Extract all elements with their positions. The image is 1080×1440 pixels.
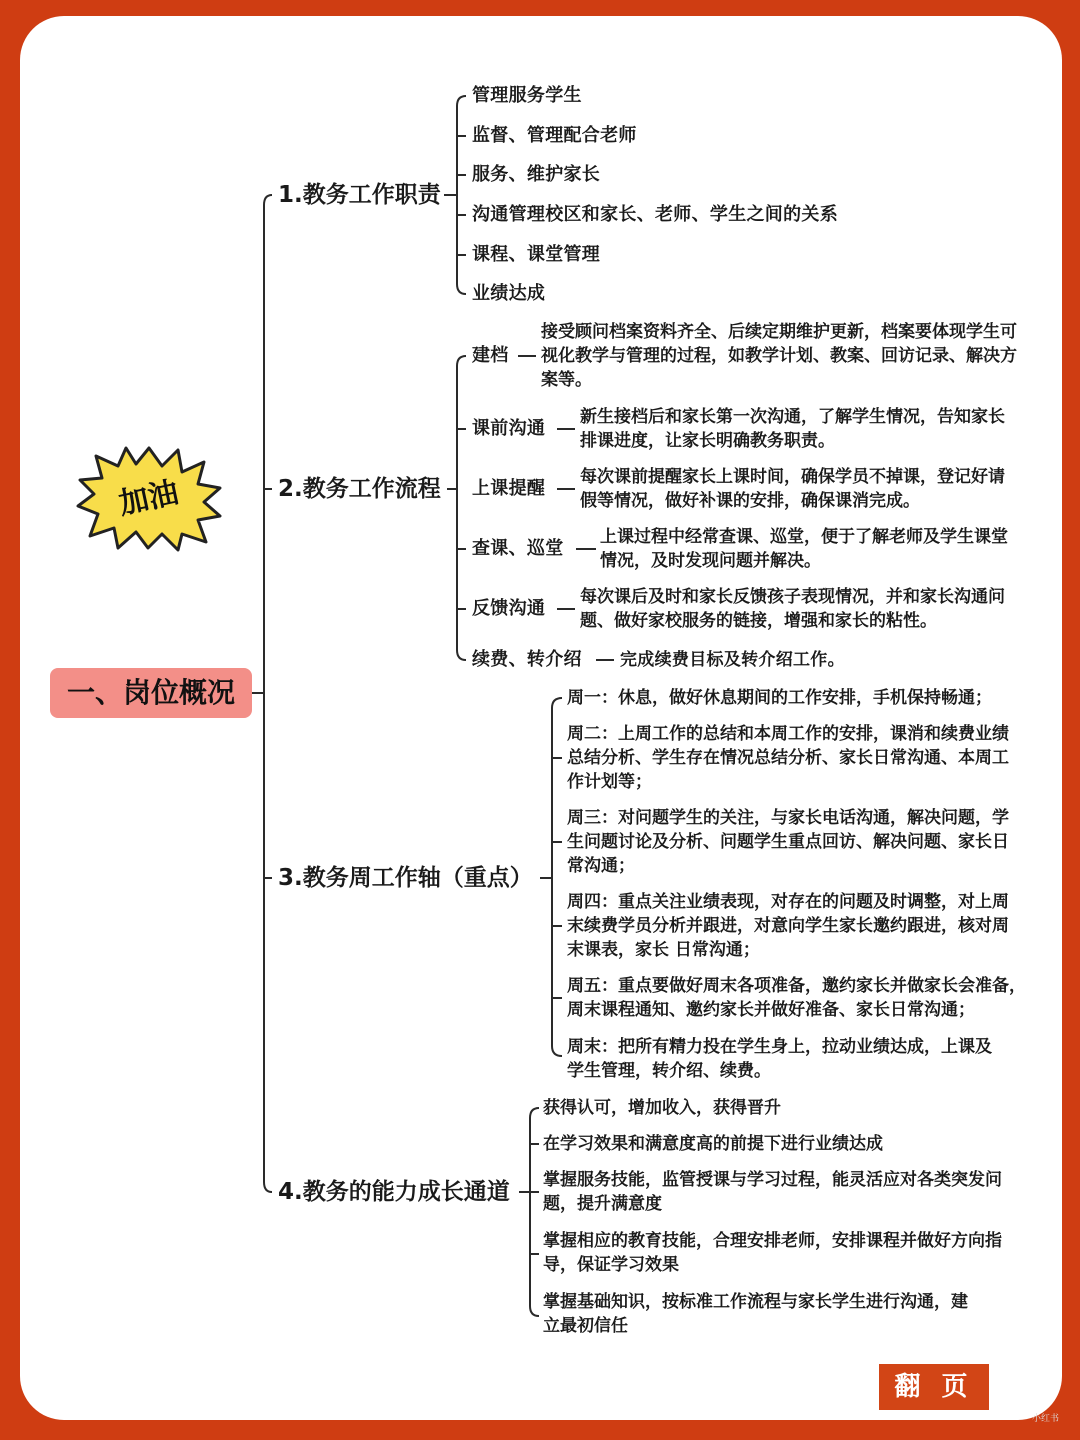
flow-step-desc: 新生接档后和家长第一次沟通，了解学生情况，告知家长排课进度，让家长明确教务职责。 xyxy=(580,407,1005,451)
flow-step-label: 查课、巡堂 xyxy=(472,538,564,559)
weekday-item: 周五：重点要做好周末各项准备，邀约家长并做家长会准备，周末课程通知、邀约家长并做好准备、家长日常沟通； xyxy=(567,976,1026,1020)
weekday-item: 周末：把所有精力投在学生身上，拉动业绩达成，上课及学生管理，转介绍、续费。 xyxy=(567,1037,992,1081)
list-item: 课程、课堂管理 xyxy=(472,244,601,265)
flow-step-label: 上课提醒 xyxy=(472,478,546,499)
growth-item: 掌握相应的教育技能，合理安排老师，安排课程并做好方向指导，保证学习效果 xyxy=(543,1231,1002,1275)
branch-4-title: 4.教务的能力成长通道 xyxy=(278,1179,510,1205)
list-item: 业绩达成 xyxy=(472,283,546,304)
encouragement-badge-icon xyxy=(74,444,224,552)
watermark: 小红书 xyxy=(1032,1414,1060,1424)
list-item: 监督、管理配合老师 xyxy=(472,125,637,146)
flow-step-desc: 上课过程中经常查课、巡堂，便于了解老师及学生课堂情况，及时发现问题并解决。 xyxy=(600,527,1008,571)
list-item: 沟通管理校区和家长、老师、学生之间的关系 xyxy=(472,204,838,225)
flow-step-desc: 接受顾问档案资料齐全、后续定期维护更新，档案要体现学生可视化教学与管理的过程，如教学计划、教案、回访记录、解决方案等。 xyxy=(541,322,1017,390)
weekday-item: 周二：上周工作的总结和本周工作的安排，课消和续费业绩总结分析、学生存在情况总结分析、家长日常沟通、本周工作计划等； xyxy=(567,724,1009,792)
weekday-item: 周三：对问题学生的关注，与家长电话沟通，解决问题，学生问题讨论及分析、问题学生重点回访、解决问题、家长日常沟通； xyxy=(567,808,1009,876)
branch-2-title: 2.教务工作流程 xyxy=(278,476,441,502)
growth-item: 获得认可，增加收入，获得晋升 xyxy=(543,1098,781,1118)
badge-text: 加油 xyxy=(115,475,182,522)
flow-step-desc: 每次课前提醒家长上课时间，确保学员不掉课，登记好请假等情况，做好补课的安排，确保课消完成。 xyxy=(580,467,1005,511)
list-item: 管理服务学生 xyxy=(472,85,582,106)
growth-item: 掌握服务技能，监管授课与学习过程，能灵活应对各类突发问题，提升满意度 xyxy=(543,1170,1002,1214)
flow-step-label: 续费、转介绍 xyxy=(472,649,582,670)
flow-step-desc: 每次课后及时和家长反馈孩子表现情况，并和家长沟通问题、做好家校服务的链接，增强和家长的粘性。 xyxy=(580,587,1005,631)
branch-1-title: 1.教务工作职责 xyxy=(278,182,441,208)
flow-step-desc: 完成续费目标及转介绍工作。 xyxy=(620,650,845,670)
growth-item: 在学习效果和满意度高的前提下进行业绩达成 xyxy=(543,1134,883,1154)
flow-step-label: 建档 xyxy=(472,345,509,366)
weekday-item: 周四：重点关注业绩表现，对存在的问题及时调整，对上周末续费学员分析并跟进，对意向学生家长邀约跟进，核对周末课表，家长 日常沟通； xyxy=(567,892,1009,960)
root-node: 一、岗位概况 xyxy=(50,668,252,718)
growth-item: 掌握基础知识，按标准工作流程与家长学生进行沟通，建立最初信任 xyxy=(543,1292,968,1336)
weekday-item: 周一：休息，做好休息期间的工作安排，手机保持畅通； xyxy=(567,688,992,708)
branch-3-title: 3.教务周工作轴（重点） xyxy=(278,865,533,891)
list-item: 服务、维护家长 xyxy=(472,164,601,185)
next-page-button[interactable]: 翻 页 xyxy=(879,1364,989,1410)
flow-step-label: 反馈沟通 xyxy=(472,598,546,619)
flow-step-label: 课前沟通 xyxy=(472,418,546,439)
